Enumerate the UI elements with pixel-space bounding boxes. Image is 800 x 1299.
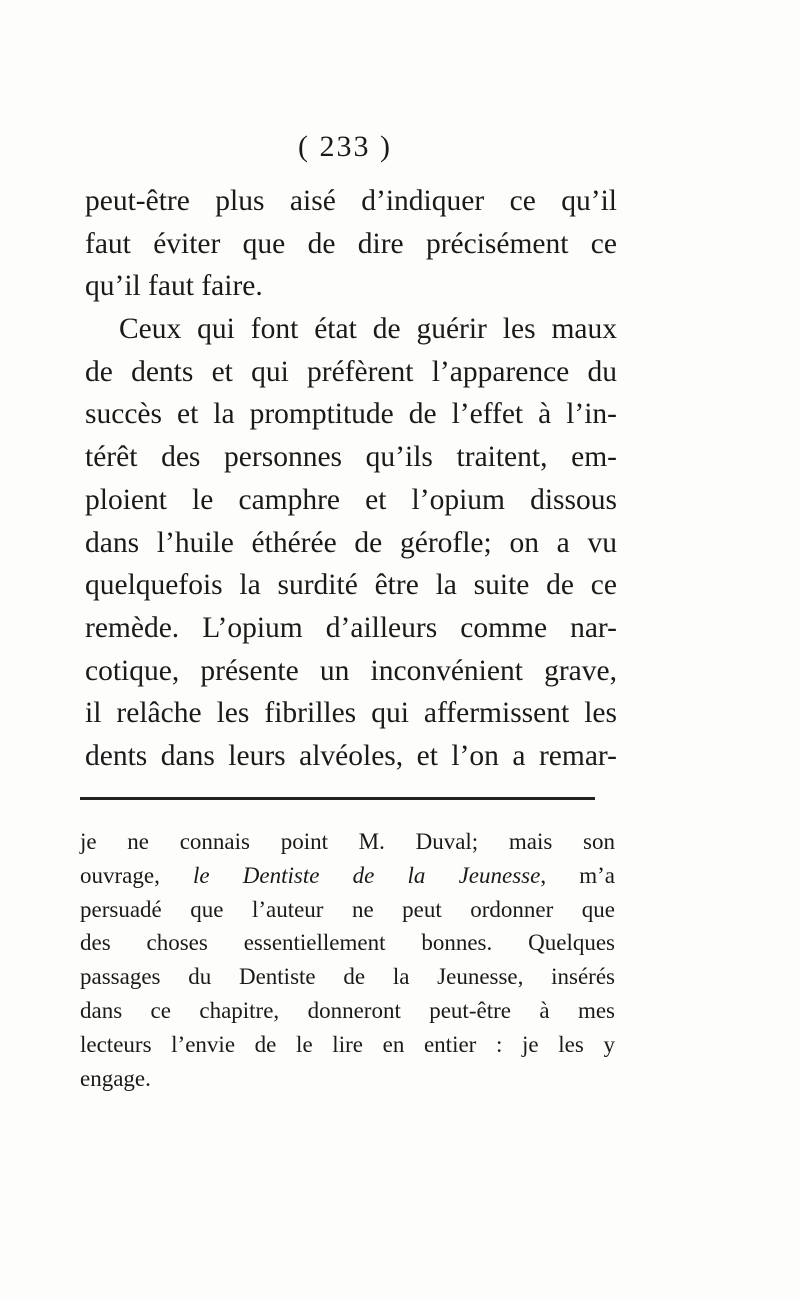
footnote-line — [80, 859, 615, 893]
text-line: faut éviter que de dire précisément ce — [85, 227, 617, 260]
footnote-line: lecteurs l’envie de le lire en entier : je les y — [80, 1031, 615, 1057]
footnote-divider — [80, 797, 595, 800]
text-line: cotique, présente un inconvénient grave, — [85, 654, 617, 687]
text-line: il relâche les fibrilles qui affermissent les — [85, 697, 617, 730]
text-line: ploient le camphre et l’opium dissous — [85, 483, 617, 516]
book-title-italic: le Dentiste de la Jeunesse — [193, 862, 541, 888]
main-text — [85, 180, 617, 778]
text-line: remède. L’opium d’ailleurs comme nar- — [85, 611, 617, 644]
footnote-text: , m’a — [540, 862, 615, 888]
footnote-line: passages du Dentiste de la Jeunesse, insérés — [80, 964, 615, 990]
text-line: qu’il faut faire. — [85, 270, 263, 303]
text-line: térêt des personnes qu’ils traitent, em- — [85, 441, 617, 474]
text-line: dans l’huile éthérée de gérofle; on a vu — [85, 526, 617, 559]
footnote-line: dans ce chapitre, donneront peut-être à mes — [80, 997, 615, 1023]
text-line: peut-être plus aisé d’indiquer ce qu’il — [85, 185, 617, 217]
text-line: succès et la promptitude de l’effet à l’in- — [85, 398, 617, 431]
footnote-text: ouvrage, — [80, 862, 194, 888]
text-line: dents dans leurs alvéoles, et l’on a remar- — [85, 739, 617, 772]
text-line: Ceux qui font état de guérir les maux — [119, 313, 617, 346]
text-line: quelquefois la surdité être la suite de ce — [85, 569, 617, 602]
footnote-line: engage. — [80, 1065, 151, 1091]
footnote-line: je ne connais point M. Duval; mais son — [80, 829, 615, 854]
footnote-line: des choses essentiellement bonnes. Quelques — [80, 930, 615, 956]
page-number: ( 233 ) — [298, 130, 392, 163]
text-line: de dents et qui préfèrent l’apparence du — [85, 355, 617, 388]
footnote — [80, 825, 615, 1095]
footnote-line: persuadé que l’auteur ne peut ordonner que — [80, 896, 615, 922]
